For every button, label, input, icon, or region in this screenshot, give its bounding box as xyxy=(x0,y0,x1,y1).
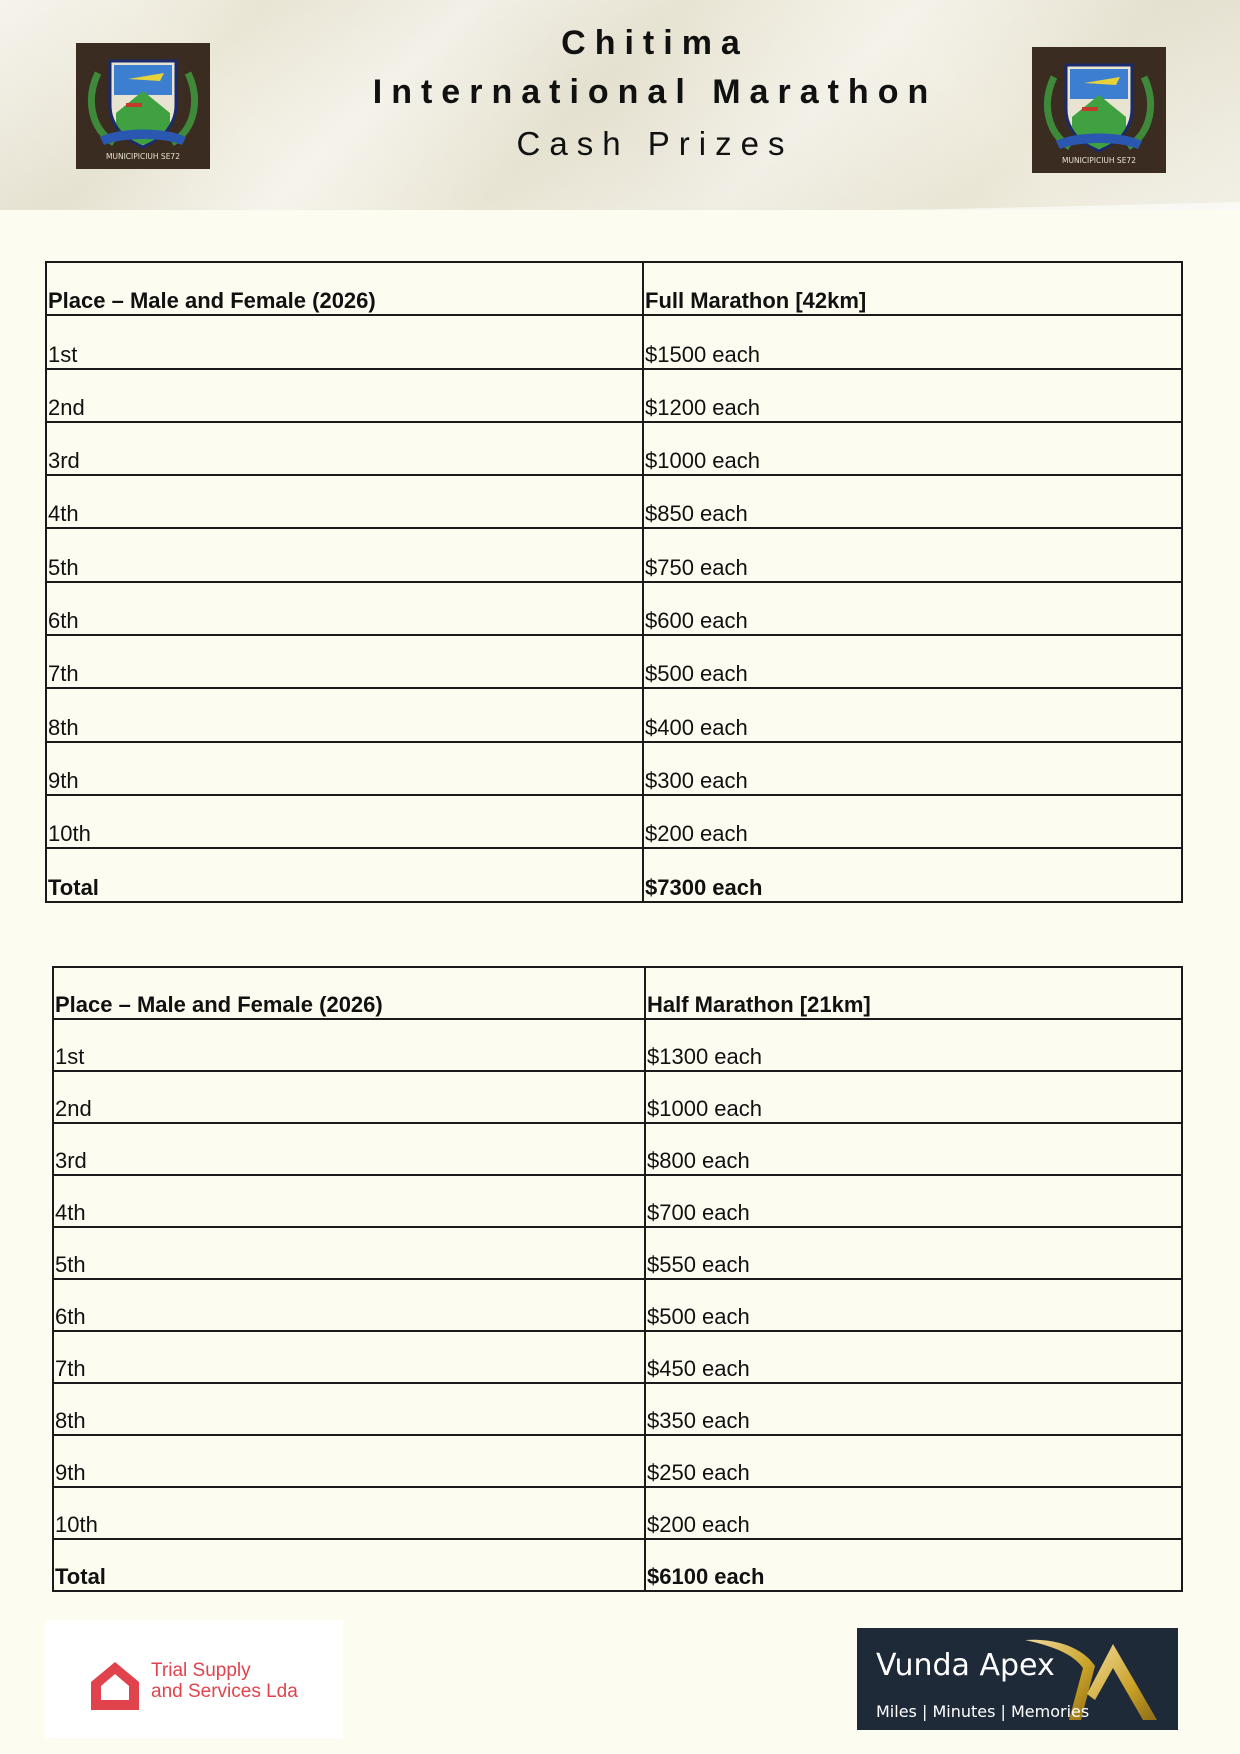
place-cell: 3rd xyxy=(53,1123,645,1175)
table-row xyxy=(53,1487,1182,1539)
prize-cell: $200 each xyxy=(643,795,1182,848)
place-cell: 5th xyxy=(46,528,643,581)
sponsor-name-line2: and Services Lda xyxy=(151,1681,298,1702)
table-row xyxy=(53,1383,1182,1435)
full-marathon-prize-table xyxy=(45,261,1183,903)
page-title-line1: Chitima xyxy=(561,24,749,62)
table-row xyxy=(53,1123,1182,1175)
place-cell: 1st xyxy=(46,315,643,368)
place-cell: 4th xyxy=(46,475,643,528)
prize-cell: $450 each xyxy=(645,1331,1182,1383)
table-header-row xyxy=(53,967,1182,1019)
header-banner xyxy=(0,0,1240,252)
half-marathon-prize-table xyxy=(52,966,1183,1592)
place-cell: 6th xyxy=(53,1279,645,1331)
prize-cell: $500 each xyxy=(645,1279,1182,1331)
table-row xyxy=(53,1071,1182,1123)
sponsor-vunda-apex xyxy=(857,1628,1178,1730)
prize-cell: $1300 each xyxy=(645,1019,1182,1071)
prize-cell: $800 each xyxy=(645,1123,1182,1175)
municipal-crest-left xyxy=(76,43,210,169)
header-bottom-fade xyxy=(0,210,1240,252)
prize-cell: $1500 each xyxy=(643,315,1182,368)
place-cell: 7th xyxy=(53,1331,645,1383)
place-cell: 7th xyxy=(46,635,643,688)
table-total-row xyxy=(46,848,1182,901)
crest-emblem-icon xyxy=(76,43,210,169)
table-row xyxy=(53,1279,1182,1331)
total-label-cell: Total xyxy=(53,1539,645,1591)
table-row xyxy=(46,422,1182,475)
prize-cell: $750 each xyxy=(643,528,1182,581)
table-row xyxy=(46,742,1182,795)
place-cell: 8th xyxy=(46,688,643,741)
house-logo-icon xyxy=(87,1658,143,1714)
prize-cell: $200 each xyxy=(645,1487,1182,1539)
column-header-place: Place – Male and Female (2026) xyxy=(53,967,645,1019)
place-cell: 5th xyxy=(53,1227,645,1279)
prize-cell: $1000 each xyxy=(643,422,1182,475)
table-row xyxy=(46,475,1182,528)
prize-cell: $700 each xyxy=(645,1175,1182,1227)
table-row xyxy=(46,688,1182,741)
table-row xyxy=(46,528,1182,581)
total-value-cell: $6100 each xyxy=(645,1539,1182,1591)
table-header-row xyxy=(46,262,1182,315)
sponsor-brand-name: Vunda Apex xyxy=(876,1648,1055,1683)
prize-cell: $350 each xyxy=(645,1383,1182,1435)
place-cell: 4th xyxy=(53,1175,645,1227)
table-row xyxy=(46,635,1182,688)
crest-emblem-icon xyxy=(1032,47,1166,173)
prize-cell: $600 each xyxy=(643,582,1182,635)
prize-cell: $550 each xyxy=(645,1227,1182,1279)
table-row xyxy=(53,1435,1182,1487)
total-label-cell: Total xyxy=(46,848,643,901)
sponsor-trial-supply xyxy=(45,1620,343,1738)
table-row xyxy=(46,795,1182,848)
page-title-line2: International Marathon xyxy=(372,73,938,111)
table-row xyxy=(53,1331,1182,1383)
place-cell: 10th xyxy=(53,1487,645,1539)
page-subtitle: Cash Prizes xyxy=(516,125,794,162)
prize-cell: $1200 each xyxy=(643,369,1182,422)
total-value-cell: $7300 each xyxy=(643,848,1182,901)
column-header-half-marathon: Half Marathon [21km] xyxy=(645,967,1182,1019)
column-header-place: Place – Male and Female (2026) xyxy=(46,262,643,315)
municipal-crest-right xyxy=(1032,47,1166,173)
sponsor-tagline: Miles | Minutes | Memories xyxy=(876,1702,1090,1721)
crest-caption: MUNICIPICIUH SE72 xyxy=(106,152,180,161)
table-row xyxy=(53,1175,1182,1227)
table-row xyxy=(46,582,1182,635)
place-cell: 9th xyxy=(46,742,643,795)
prize-cell: $850 each xyxy=(643,475,1182,528)
crest-caption: MUNICIPICIUH SE72 xyxy=(1062,156,1136,165)
sponsor-name-text xyxy=(151,1660,298,1702)
table-row xyxy=(46,369,1182,422)
table-row xyxy=(53,1227,1182,1279)
place-cell: 10th xyxy=(46,795,643,848)
place-cell: 3rd xyxy=(46,422,643,475)
table-row xyxy=(53,1019,1182,1071)
place-cell: 2nd xyxy=(53,1071,645,1123)
prize-cell: $1000 each xyxy=(645,1071,1182,1123)
column-header-full-marathon: Full Marathon [42km] xyxy=(643,262,1182,315)
prize-cell: $400 each xyxy=(643,688,1182,741)
place-cell: 1st xyxy=(53,1019,645,1071)
prize-cell: $300 each xyxy=(643,742,1182,795)
place-cell: 6th xyxy=(46,582,643,635)
prize-cell: $500 each xyxy=(643,635,1182,688)
table-row xyxy=(46,315,1182,368)
place-cell: 2nd xyxy=(46,369,643,422)
place-cell: 8th xyxy=(53,1383,645,1435)
sponsor-name-line1: Trial Supply xyxy=(151,1660,251,1681)
table-total-row xyxy=(53,1539,1182,1591)
place-cell: 9th xyxy=(53,1435,645,1487)
prize-cell: $250 each xyxy=(645,1435,1182,1487)
title-block xyxy=(300,20,1010,170)
